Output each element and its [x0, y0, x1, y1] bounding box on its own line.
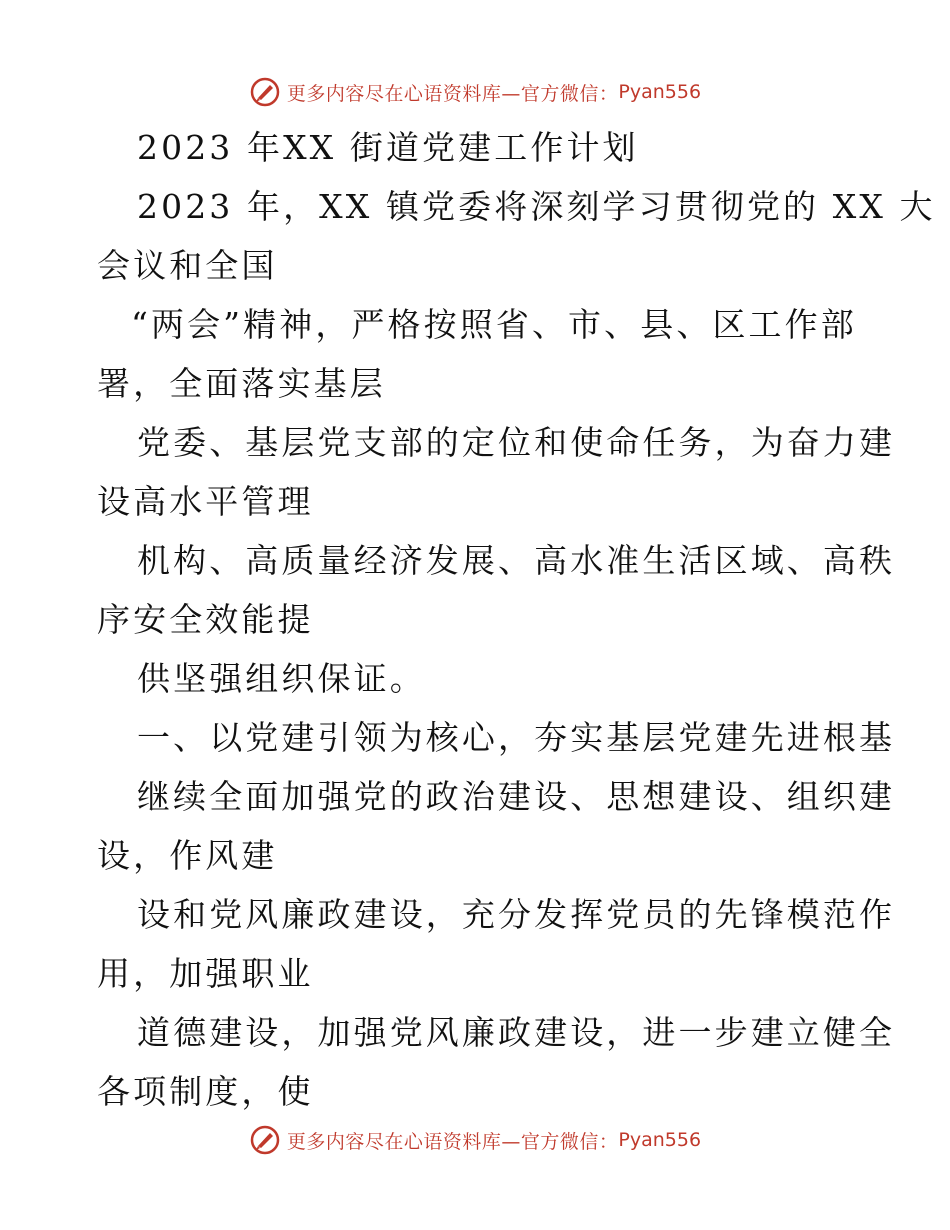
paragraph-line: 党委、基层党支部的定位和使命任务，为奋力建: [137, 423, 896, 462]
paragraph-line: 2023 年，XX 镇党委将深刻学习贯彻党的 XX 大: [137, 187, 936, 226]
paragraph-line: 机构、高质量经济发展、高水准生活区域、高秩: [137, 541, 896, 580]
footer-watermark: [0, 1120, 950, 1160]
document-title: 2023 年XX 街道党建工作计划: [137, 128, 639, 167]
quill-circle-icon: [249, 76, 281, 108]
watermark-wechat-id: Pyan556: [618, 1129, 702, 1151]
paragraph-line: 设，作风建: [97, 836, 278, 875]
paragraph-line: 道德建设，加强党风廉政建设，进一步建立健全: [137, 1013, 896, 1052]
paragraph-line: 供坚强组织保证。: [137, 659, 426, 698]
paragraph-line: 继续全面加强党的政治建设、思想建设、组织建: [137, 777, 896, 816]
quill-circle-icon: [249, 1124, 281, 1156]
header-watermark: [0, 72, 950, 112]
paragraph-line: 各项制度，使: [97, 1072, 314, 1111]
paragraph-line: “两会”精神，严格按照省、市、县、区工作部: [131, 305, 857, 344]
paragraph-line: 用，加强职业: [97, 954, 314, 993]
paragraph-line: 设高水平管理: [97, 482, 314, 521]
paragraph-line: 会议和全国: [97, 246, 278, 285]
paragraph-line: 序安全效能提: [97, 600, 314, 639]
paragraph-line: 署，全面落实基层: [97, 364, 386, 403]
watermark-wechat-id: Pyan556: [618, 81, 702, 103]
section-heading: 一、以党建引领为核心，夯实基层党建先进根基: [137, 718, 896, 757]
document-body: [97, 118, 936, 1121]
paragraph-line: 设和党风廉政建设，充分发挥党员的先锋模范作: [137, 895, 896, 934]
watermark-text: 更多内容尽在心语资料库—官方微信：: [286, 1130, 619, 1153]
watermark-text: 更多内容尽在心语资料库—官方微信：: [286, 82, 619, 105]
